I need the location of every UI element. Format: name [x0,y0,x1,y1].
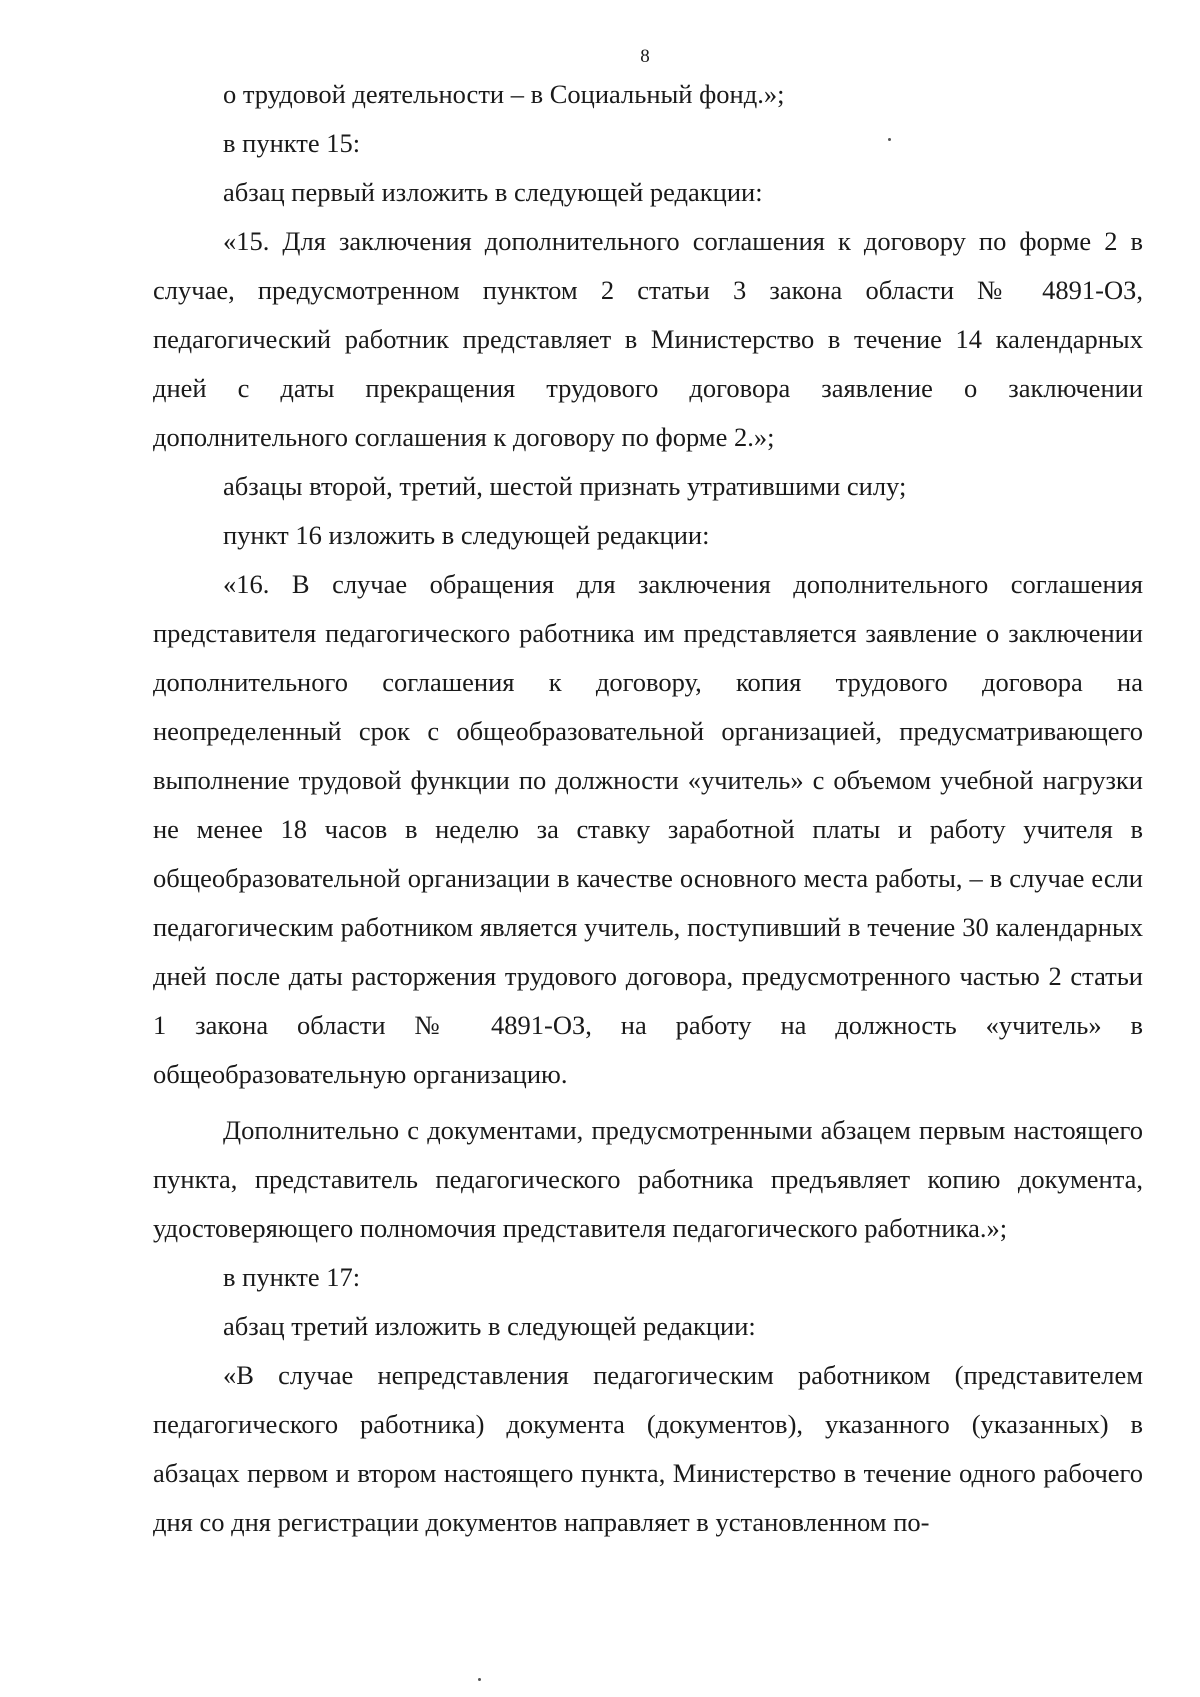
page-number: 8 [640,46,650,67]
paragraph: «16. В случае обращения для заключения дополнительного соглашения представителя педагогического работника им представляется заявление о заключении дополнительного соглашения к договору, копия трудового договора на неопределенный срок с общеобразовательной организацией, предусматривающего выполнение трудовой функции по должности «учитель» с объемом учебной нагрузки не менее 18 часов в неделю за ставку заработной платы и работу учителя в общеобразовательной организации в качестве основного места работы, – в случае если педагогическим работником является учитель, поступивший в течение 30 календарных дней после даты расторжения трудового договора, предусмотренного частью 2 статьи 1 закона области № 4891-ОЗ, на работу на должность «учитель» в общеобразовательную организацию. [153,569,1143,1089]
scan-speck [888,138,891,141]
paragraph: «15. Для заключения дополнительного соглашения к договору по форме 2 в случае, предусмотренном пунктом 2 статьи 3 закона области № 4891-ОЗ, педагогический работник представляет в Министерство в течение 14 календарных дней с даты прекращения трудового договора заявление о заключении дополнительного соглашения к договору по форме 2.»; [153,226,1143,452]
paragraph: в пункте 17: [223,1262,361,1292]
paragraph: абзац первый изложить в следующей редакции: [223,177,763,207]
paragraph: абзацы второй, третий, шестой признать утратившими силу; [223,471,907,501]
paragraph: в пункте 15: [223,128,361,158]
scan-speck [478,1678,481,1681]
document-body [153,70,1143,1547]
paragraph: пункт 16 изложить в следующей редакции: [223,520,710,550]
paragraph: Дополнительно с документами, предусмотренными абзацем первым настоящего пункта, представитель педагогического работника предъявляет копию документа, удостоверяющего полномочия представителя педагогического работника.»; [153,1115,1143,1243]
paragraph: о трудовой деятельности – в Социальный фонд.»; [223,79,785,109]
paragraph: «В случае непредставления педагогическим работником (представителем педагогического работника) документа (документов), указанного (указанных) в абзацах первом и втором настоящего пункта, Министерство в течение одного рабочего дня со дня регистрации документов направляет в установленном по- [153,1360,1143,1537]
paragraph: абзац третий изложить в следующей редакции: [223,1311,756,1341]
